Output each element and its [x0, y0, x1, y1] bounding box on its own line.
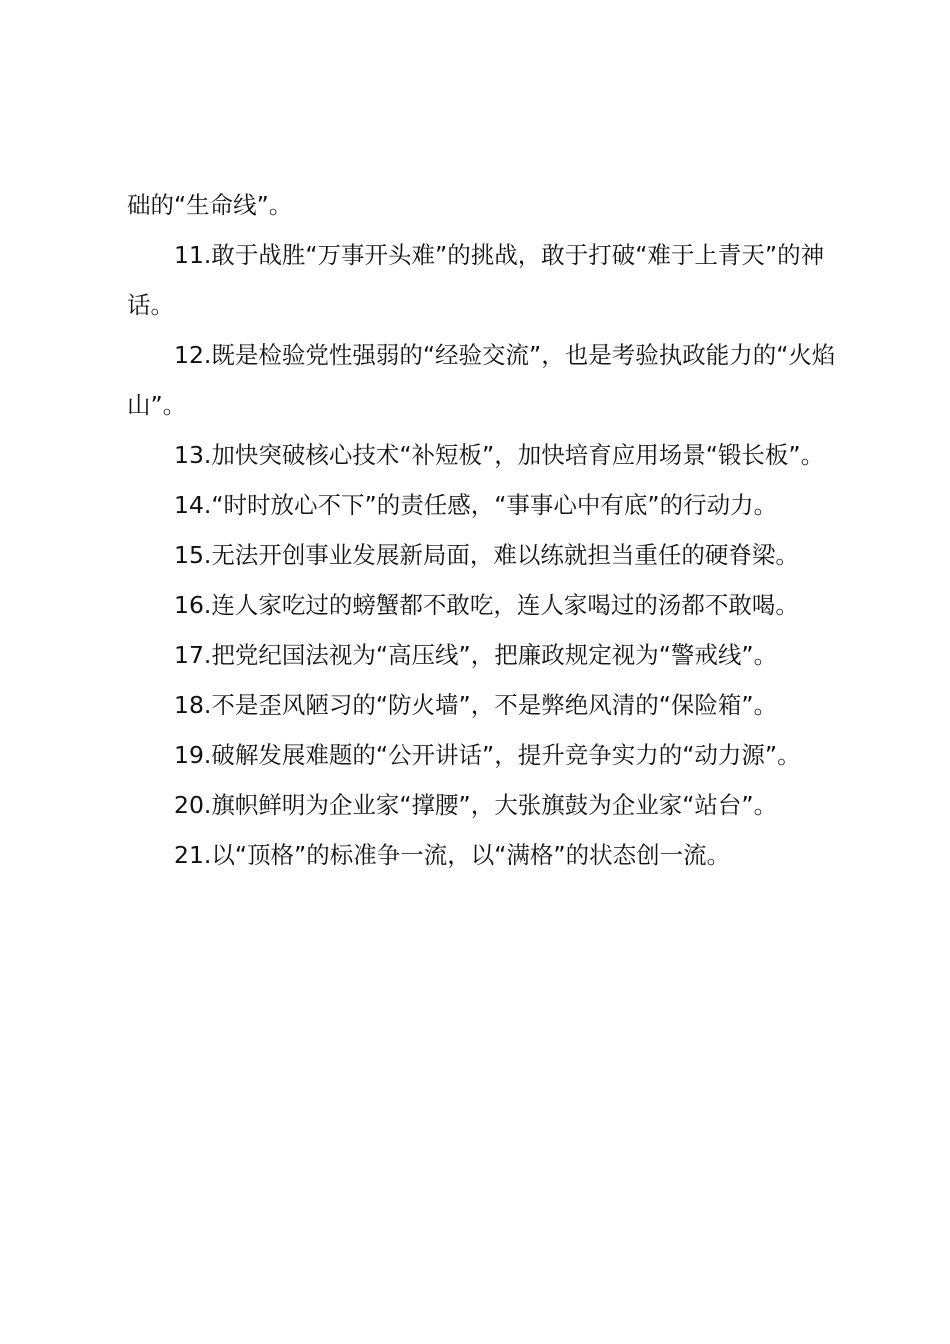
paragraph-item-11: 11.敢于战胜“万事开头难”的挑战，敢于打破“难于上青天”的神话。 [127, 241, 825, 319]
paragraph-item-13: 13.加快突破核心技术“补短板”，加快培育应用场景“锻长板”。 [174, 441, 825, 469]
paragraph-item-16: 16.连人家吃过的螃蟹都不敢吃，连人家喝过的汤都不敢喝。 [174, 591, 799, 619]
paragraph-item-19: 19.破解发展难题的“公开讲话”，提升竞争实力的“动力源”。 [174, 741, 801, 769]
paragraph-item-17: 17.把党纪国法视为“高压线”，把廉政规定视为“警戒线”。 [174, 641, 778, 669]
paragraph-item-15: 15.无法开创事业发展新局面，难以练就担当重任的硬脊梁。 [174, 541, 799, 569]
paragraph-item-18: 18.不是歪风陋习的“防火墙”，不是弊绝风清的“保险箱”。 [174, 691, 778, 719]
paragraph-continuation: 础的“生命线”。 [127, 191, 293, 219]
paragraph-item-20: 20.旗帜鲜明为企业家“撑腰”，大张旗鼓为企业家“站台”。 [174, 791, 778, 819]
paragraph-item-12: 12.既是检验党性强弱的“经验交流”，也是考验执政能力的“火焰山”。 [127, 341, 836, 419]
paragraph-item-14: 14.“时时放心不下”的责任感，“事事心中有底”的行动力。 [174, 491, 778, 519]
paragraph-item-21: 21.以“顶格”的标准争一流，以“满格”的状态创一流。 [174, 841, 731, 869]
document-body [127, 180, 839, 880]
